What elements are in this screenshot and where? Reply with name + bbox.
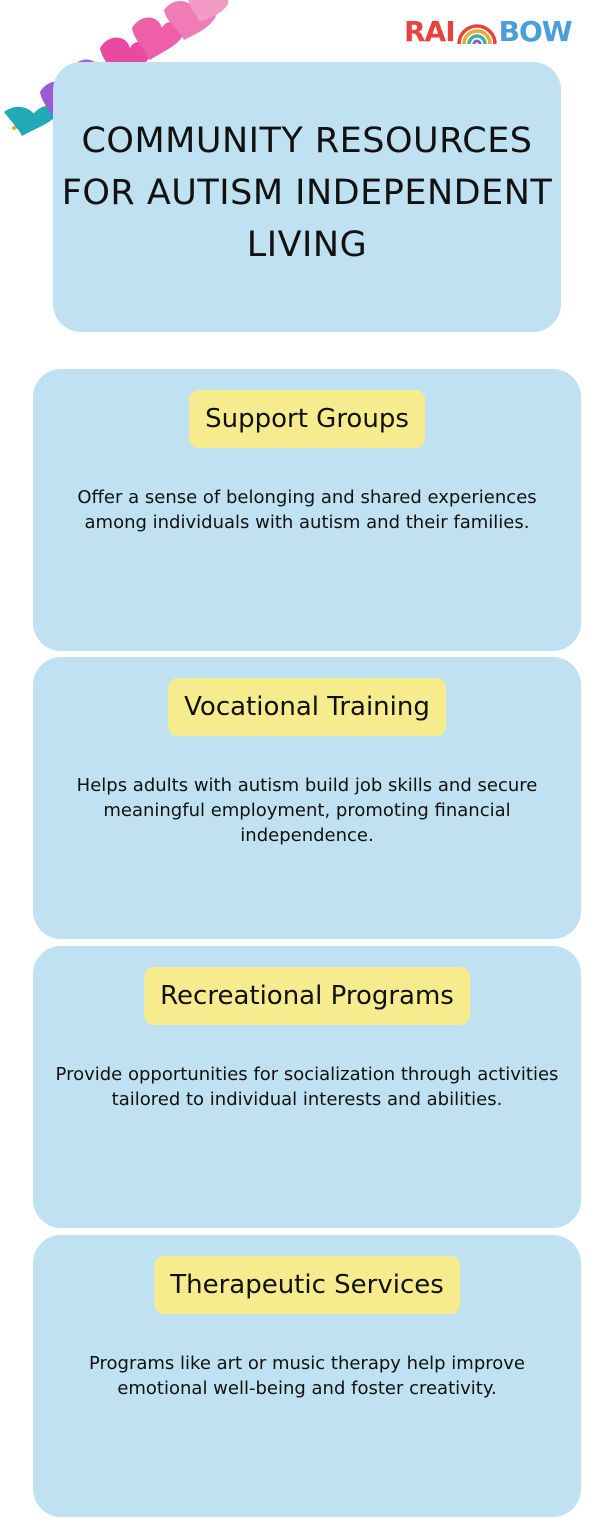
resource-heading: Vocational Training [168, 678, 446, 736]
resource-card-recreational-programs [33, 946, 581, 1228]
resource-description: Programs like art or music therapy help improve emotional well-being and foster creativity. [88, 1353, 526, 1399]
resource-heading: Support Groups [189, 390, 425, 448]
logo-text-left: RAI [404, 14, 455, 48]
resource-description: Helps adults with autism build job skills and secure meaningful employment, promoting financial independence. [76, 775, 538, 846]
resource-description: Provide opportunities for socialization through activities tailored to individual interests and abilities. [55, 1064, 559, 1110]
title-box [53, 62, 561, 332]
logo-text-right: BOW [498, 14, 572, 48]
resource-card-vocational-training [33, 657, 581, 939]
page-title: COMMUNITY RESOURCES FOR AUTISM INDEPENDENT LIVING [61, 121, 553, 265]
rainbow-icon [456, 18, 498, 44]
resource-description: Offer a sense of belonging and shared experiences among individuals with autism and their families. [77, 487, 537, 533]
resource-card-support-groups [33, 369, 581, 651]
resource-heading: Recreational Programs [144, 967, 470, 1025]
resource-heading: Therapeutic Services [154, 1256, 460, 1314]
rainbow-logo [404, 15, 572, 47]
resource-card-therapeutic-services [33, 1235, 581, 1517]
